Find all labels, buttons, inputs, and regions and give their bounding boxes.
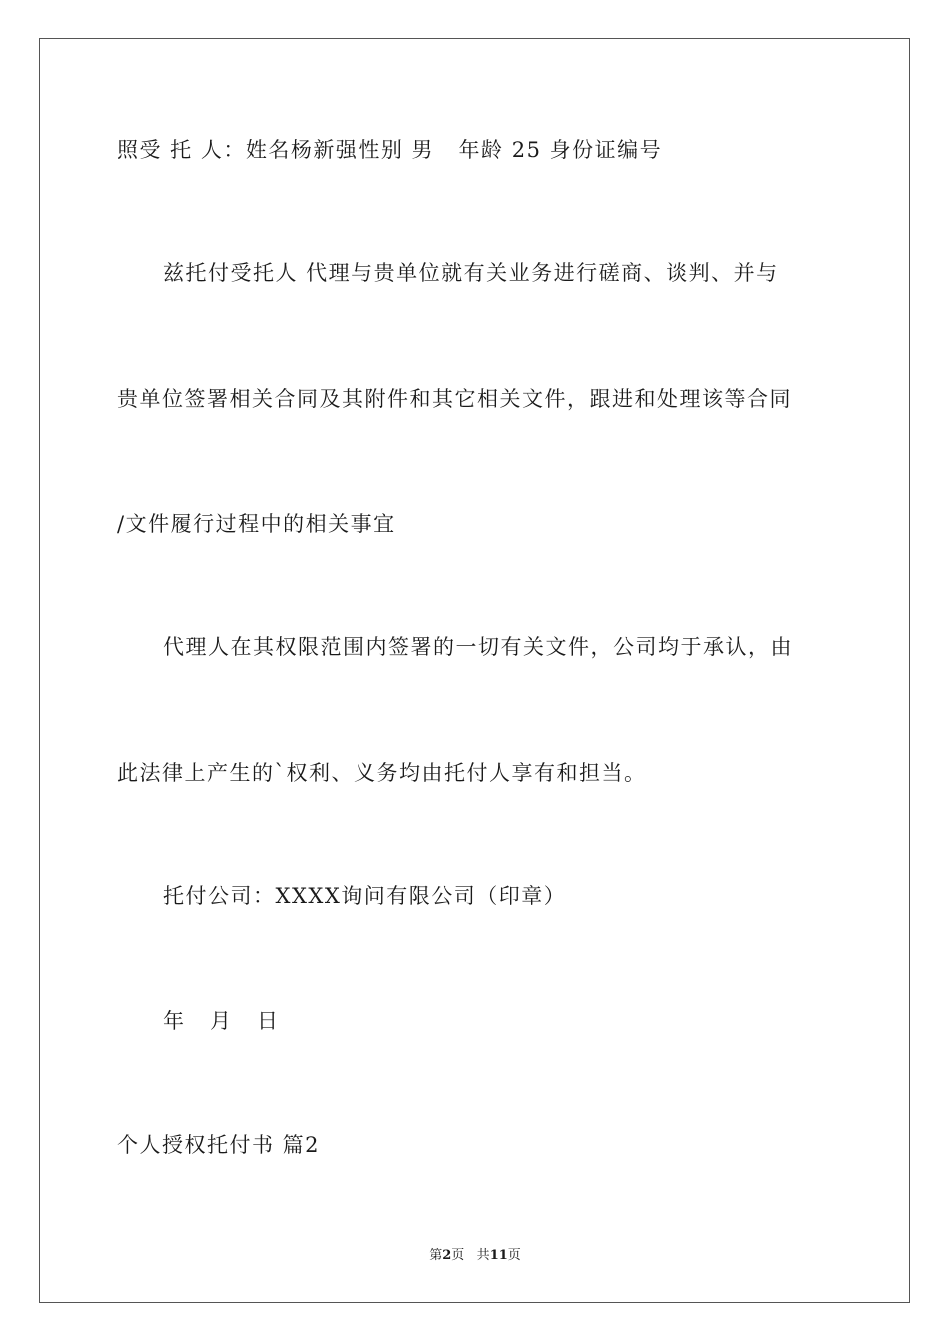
body-paragraph-1-line-3: /文件履行过程中的相关事宜 bbox=[117, 512, 396, 536]
footer-total-pages: 11 bbox=[489, 1248, 508, 1263]
page-border bbox=[39, 38, 910, 1303]
footer-page-number: 2 bbox=[442, 1248, 452, 1263]
footer-page-suffix: 页 bbox=[451, 1248, 465, 1263]
body-paragraph-1-line-2: 贵单位签署相关合同及其附件和其它相关文件，跟进和处理该等合同 bbox=[117, 387, 792, 411]
footer-page-prefix: 第 bbox=[429, 1248, 443, 1263]
body-paragraph-2-line-2: 此法律上产生的`权利、义务均由托付人享有和担当。 bbox=[117, 761, 647, 785]
section-heading: 个人授权托付书 篇2 bbox=[117, 1133, 321, 1157]
trustee-info-line: 照受 托 人：姓名杨新强性别 男 年龄 25 身份证编号 bbox=[117, 138, 663, 162]
footer-total-prefix: 共 bbox=[476, 1248, 490, 1263]
body-paragraph-1-line-1: 兹托付受托人 代理与贵单位就有关业务进行磋商、谈判、并与 bbox=[163, 261, 779, 285]
date-line: 年 月 日 bbox=[163, 1009, 280, 1033]
company-signature-line: 托付公司：XXXX询问有限公司（印章） bbox=[163, 884, 567, 908]
footer-total-suffix: 页 bbox=[507, 1248, 521, 1263]
page-footer bbox=[0, 1247, 950, 1265]
body-paragraph-2-line-1: 代理人在其权限范围内签署的一切有关文件，公司均于承认，由 bbox=[163, 635, 793, 659]
